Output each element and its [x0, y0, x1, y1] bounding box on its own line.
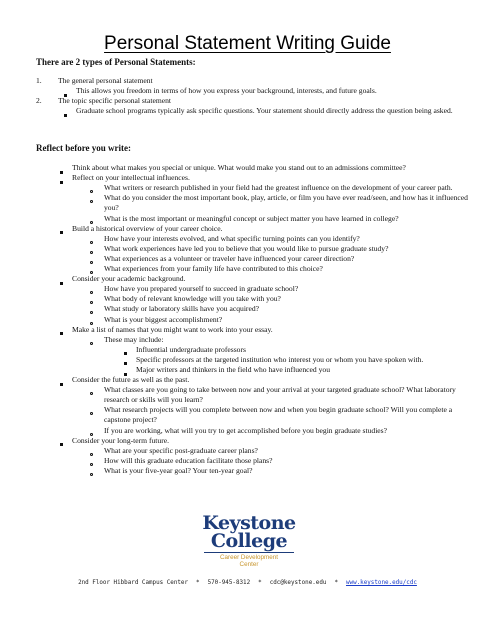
footer-address: 2nd Floor Hibbard Campus Center — [78, 580, 189, 586]
keystone-college-logo — [194, 514, 304, 574]
reflect-sub-item: How have your interests evolved, and what specific turning points can you identify? — [104, 233, 360, 243]
circle-bullet-icon — [90, 469, 93, 479]
reflect-sub-item: What is your five-year goal? Your ten-year goal? — [104, 466, 253, 475]
footer-email: cdc@keystone.edu — [269, 580, 327, 586]
circle-bullet-icon — [90, 338, 93, 348]
list-number: 1. — [36, 76, 42, 85]
square-bullet-icon — [60, 167, 63, 177]
circle-bullet-icon — [90, 287, 93, 297]
circle-bullet-icon — [90, 307, 93, 317]
square-bullet-icon — [60, 177, 63, 187]
reflect-sub-item: What body of relevant knowledge will you take with you? — [104, 294, 281, 304]
footer-website-link[interactable]: www.keystone.edu/cdc — [345, 580, 417, 586]
logo-sub-2: Center — [239, 561, 259, 569]
reflect-sub-item: What is the most important or meaningful concept or subject matter you have learned in college? — [104, 213, 399, 223]
reflect-sub-item: What classes are you going to take between now and your arrival at your targeted graduate school? What laboratory research or skills will you learn? — [104, 385, 456, 405]
circle-bullet-icon — [90, 449, 93, 459]
type-list-item: The general personal statement — [58, 76, 153, 85]
circle-bullet-icon — [90, 297, 93, 307]
type-sub-item: Graduate school programs typically ask specific questions. Your statement should directly address the question being asked. — [76, 106, 453, 116]
type-sub-item: This allows you freedom in terms of how you express your background, interests, and future goals. — [76, 86, 377, 96]
square-bullet-icon — [60, 379, 63, 389]
reflect-item: Reflect on your intellectual influences. — [72, 173, 190, 183]
circle-bullet-icon — [90, 196, 93, 206]
footer-separator: * — [196, 580, 200, 586]
reflect-sub-item: What do you consider the most important book, play, article, or film you have ever read/seen, and how has it influenced you? — [104, 193, 468, 213]
footer-separator: * — [258, 580, 262, 586]
circle-bullet-icon — [90, 408, 93, 418]
reflect-item: Build a historical overview of your career choice. — [72, 223, 223, 233]
reflect-item: Consider your long-term future. — [72, 435, 170, 445]
circle-bullet-icon — [90, 237, 93, 247]
reflect-item: Think about what makes you special or unique. What would make you stand out to an admissions committee? — [72, 163, 406, 172]
type-list-item: The topic specific personal statement — [58, 96, 172, 106]
page-title: Personal Statement Writing Guide — [104, 33, 391, 54]
footer-separator: * — [334, 580, 338, 586]
reflect-sub-item: What study or laboratory skills have you acquired? — [104, 304, 259, 314]
square-bullet-icon — [60, 328, 63, 338]
reflect-sub-item: What is your biggest accomplishment? — [104, 314, 223, 324]
reflect-sub-item: These may include: — [104, 334, 164, 344]
reflect-item: Make a list of names that you might want to work into your essay. — [72, 324, 273, 334]
circle-bullet-icon — [90, 257, 93, 267]
reflect-sub-item: If you are working, what will you try to get accomplished before you begin graduate studies? — [104, 425, 387, 435]
reflect-sub-item: What writers or research published in your field had the greatest influence on the development of your career path. — [104, 183, 453, 193]
reflect-sub-item: What experiences from your family life have contributed to this choice? — [104, 264, 323, 273]
reflect-sub-item: How will this graduate education facilitate those plans? — [104, 455, 273, 465]
reflect-sub-item: How have you prepared yourself to succeed in graduate school? — [104, 284, 299, 294]
types-heading: There are 2 types of Personal Statements: — [36, 57, 196, 67]
logo-line-1: Keystone — [202, 512, 296, 534]
logo-line-2: College — [210, 530, 288, 552]
square-bullet-icon — [64, 110, 67, 120]
reflect-sub-item: What research projects will you complete between now and when you begin graduate school? Will you complete a capstone project? — [104, 405, 453, 425]
logo-sub-1: Career Development — [219, 554, 279, 561]
circle-bullet-icon — [90, 186, 93, 196]
footer — [0, 579, 495, 587]
reflect-sub-sub-item: Major writers and thinkers in the field who have influenced you — [136, 365, 331, 374]
footer-phone: 570-945-8312 — [207, 580, 251, 586]
square-bullet-icon — [60, 278, 63, 288]
reflect-sub-sub-item: Influential undergraduate professors — [136, 344, 246, 354]
circle-bullet-icon — [90, 459, 93, 469]
square-bullet-icon — [60, 439, 63, 449]
reflect-item: Consider your academic background. — [72, 274, 186, 284]
reflect-sub-item: What experiences as a volunteer or traveler have influenced your career direction? — [104, 253, 355, 263]
logo-rule — [204, 552, 294, 553]
reflect-item: Consider the future as well as the past. — [72, 375, 190, 385]
reflect-sub-item: What work experiences have led you to believe that you would like to pursue graduate study? — [104, 243, 389, 253]
list-number: 2. — [36, 96, 42, 106]
reflect-heading: Reflect before you write: — [36, 143, 132, 153]
square-bullet-icon — [124, 358, 127, 368]
square-bullet-icon — [124, 348, 127, 358]
square-bullet-icon — [60, 227, 63, 237]
circle-bullet-icon — [90, 388, 93, 398]
circle-bullet-icon — [90, 247, 93, 257]
reflect-sub-sub-item: Specific professors at the targeted institution who interest you or whom you have spoken with. — [136, 354, 424, 364]
reflect-sub-item: What are your specific post-graduate career plans? — [104, 445, 258, 455]
